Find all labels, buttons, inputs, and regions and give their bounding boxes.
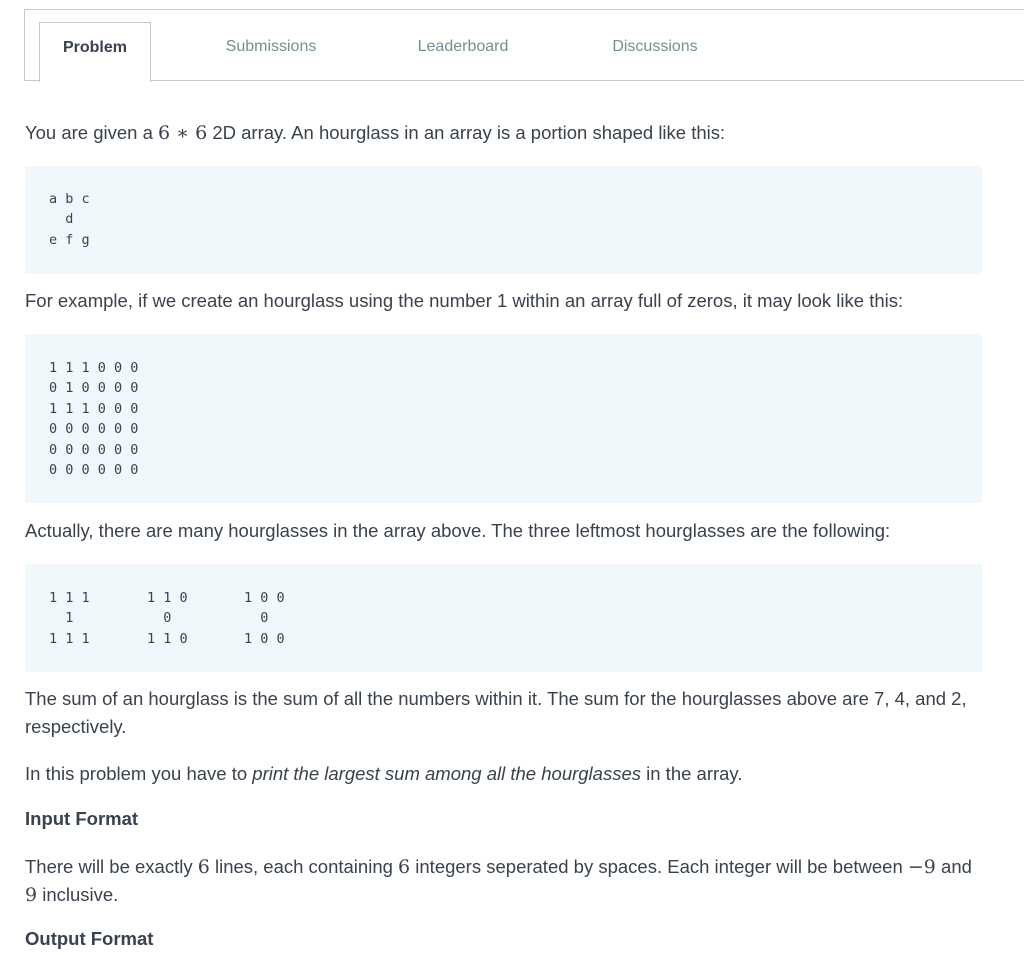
input-math-rows: 6 xyxy=(197,856,210,878)
input-math-max: 9 xyxy=(25,884,38,906)
input-text-1: There will be exactly xyxy=(25,856,198,877)
intro-text-before: You are given a xyxy=(25,122,159,143)
code-hourglass-1: 1 1 1 1 1 1 1 xyxy=(49,590,90,647)
input-math-min: −9 xyxy=(907,856,936,878)
code-block-example xyxy=(25,334,982,503)
input-math-cols: 6 xyxy=(398,856,411,878)
input-text-5: inclusive. xyxy=(37,884,119,905)
task-emphasis: print the largest sum among all the hourglasses xyxy=(252,763,641,784)
input-text-3: integers seperated by spaces. Each integer will be between xyxy=(410,856,908,877)
input-format-heading: Input Format xyxy=(25,808,139,829)
code-shape: a b c d e f g xyxy=(49,191,90,248)
output-format-heading: Output Format xyxy=(25,928,154,949)
intro-math-size: 6 ∗ 6 xyxy=(158,122,208,144)
task-paragraph xyxy=(25,760,982,788)
tab-discussions[interactable]: Discussions xyxy=(612,38,698,55)
task-text-after: in the array. xyxy=(641,763,743,784)
code-example-array: 1 1 1 0 0 0 0 1 0 0 0 0 1 1 1 0 0 0 0 0 0 0 0 0 0 0 0 0 0 0 0 0 0 0 0 0 xyxy=(49,360,139,479)
code-hourglass-3: 1 0 0 0 1 0 0 xyxy=(244,590,285,647)
code-block-hourglasses xyxy=(25,564,982,672)
tab-leaderboard[interactable]: Leaderboard xyxy=(417,38,509,55)
problem-tab-bar xyxy=(24,9,1024,81)
example-paragraph: For example, if we create an hourglass using the number 1 within an array full of zeros, it may look like this: xyxy=(25,290,904,311)
tab-problem[interactable]: Problem xyxy=(39,22,151,82)
sum-paragraph: The sum of an hourglass is the sum of all the numbers within it. The sum for the hourglasses above are 7, 4, and 2, respectively. xyxy=(25,688,967,737)
intro-paragraph xyxy=(25,119,982,147)
code-hourglass-2: 1 1 0 0 1 1 0 xyxy=(147,590,188,647)
input-text-4: and xyxy=(935,856,972,877)
intro-text-after: 2D array. An hourglass in an array is a portion shaped like this: xyxy=(207,122,726,143)
leftmost-paragraph: Actually, there are many hourglasses in the array above. The three leftmost hourglasses are the following: xyxy=(25,520,891,541)
code-block-shape xyxy=(25,166,982,274)
input-paragraph xyxy=(25,853,982,909)
input-text-2: lines, each containing xyxy=(209,856,399,877)
task-text-before: In this problem you have to xyxy=(25,763,253,784)
tab-submissions[interactable]: Submissions xyxy=(225,38,317,55)
